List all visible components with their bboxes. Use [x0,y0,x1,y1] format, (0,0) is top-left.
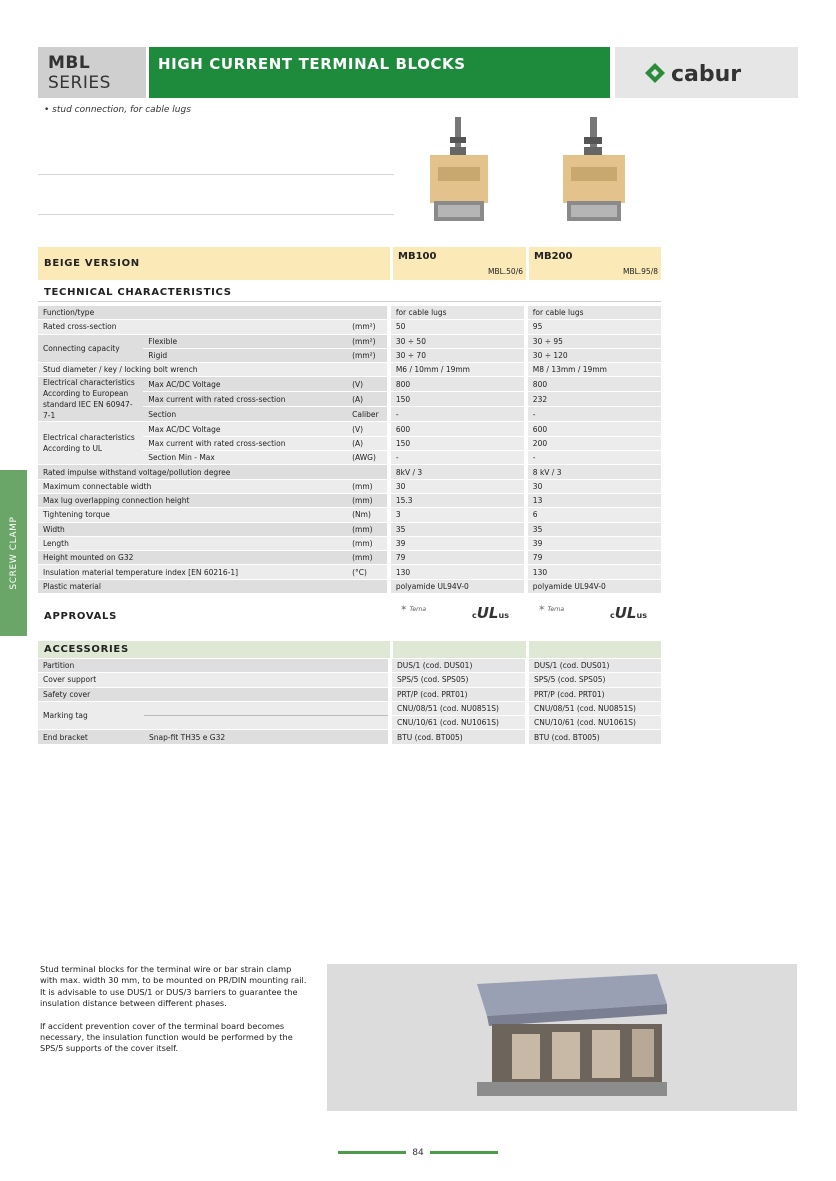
footer-description [40,964,310,1055]
row-value: M6 / 10mm / 19mm [391,363,524,377]
row-value: 79 [528,551,661,565]
row-unit: (mm) [347,536,387,550]
page-rule-right [430,1151,498,1154]
table-row [38,673,661,687]
row-unit: (mm²) [347,348,387,362]
row-unit: (mm) [347,551,387,565]
title-banner [149,47,610,98]
ul-mark: cULus [610,604,647,622]
table-row [38,508,661,522]
cabur-logo [643,59,783,87]
side-tab-label: SCREW CLAMP [8,516,19,590]
row-value: 8kV / 3 [391,465,524,479]
row-value: - [391,407,524,422]
ul-mark: cULus [472,604,509,622]
row-label: Stud diameter / key / locking bolt wrench [38,363,347,377]
series-box [38,47,146,98]
row-value: CNU/08/51 (cod. NU0851S) [529,701,661,715]
intro-bullet: • stud connection, for cable lugs [44,105,191,115]
row-unit: (mm²) [347,320,387,334]
model-header-mb100 [393,247,526,280]
row-value: - [528,407,661,422]
row-group: Electrical characteristics According to UL [38,422,143,465]
row-value: 800 [528,377,661,392]
row-sublabel: Max current with rated cross-section [143,436,347,450]
row-sublabel: Max AC/DC Voltage [143,377,347,392]
table-row [38,687,661,701]
row-value: 30 ÷ 95 [528,334,661,348]
terna-icon: ✶ [400,604,408,614]
row-value: 15.3 [391,493,524,507]
row-value: 800 [391,377,524,392]
row-sublabel: Max AC/DC Voltage [143,422,347,436]
row-value: 130 [391,565,524,579]
table-row [38,377,661,392]
row-value: 13 [528,493,661,507]
table-row [38,465,661,479]
row-value: 150 [391,392,524,407]
row-value: 39 [391,536,524,550]
table-row [38,551,661,565]
row-value: 35 [528,522,661,536]
table-row [38,320,661,334]
table-row [38,565,661,579]
row-sublabel: Section Min - Max [143,451,347,465]
row-unit: Caliber [347,407,387,422]
row-unit [347,306,387,320]
row-label: Width [38,522,347,536]
row-value: for cable lugs [528,306,661,320]
row-value: CNU/10/61 (cod. NU1061S) [392,716,525,730]
row-label: Plastic material [38,579,347,593]
row-value: 95 [528,320,661,334]
accessories-table [38,659,661,745]
row-value: 30 ÷ 120 [528,348,661,362]
side-tab [0,470,27,636]
accessories-header-cell [529,641,661,658]
accessories-header [38,641,390,658]
row-label: Safety cover [38,687,388,701]
model-header-mb200 [529,247,661,280]
row-value: 50 [391,320,524,334]
row-label: Marking tag [38,701,144,730]
row-value: 30 ÷ 70 [391,348,524,362]
logo-wordmark: cabur [671,62,742,87]
row-value: 200 [528,436,661,450]
row-unit [347,363,387,377]
table-row [38,730,661,744]
accessories-title: ACCESSORIES [44,644,129,655]
row-unit: (Nm) [347,508,387,522]
row-value: 600 [391,422,524,436]
row-unit [347,579,387,593]
row-value: BTU (cod. BT005) [529,730,661,744]
row-label: Length [38,536,347,550]
row-value: BTU (cod. BT005) [392,730,525,744]
row-value: 35 [391,522,524,536]
table-row [38,536,661,550]
row-value: polyamide UL94V-0 [391,579,524,593]
table-row [38,422,661,436]
row-unit: (A) [347,436,387,450]
assembly-photo [327,964,797,1111]
accessories-header-cell [393,641,526,658]
row-value: 6 [528,508,661,522]
table-row [38,701,661,715]
row-value: 130 [528,565,661,579]
row-group: Electrical characteristics According to European standard IEC EN 60947-7-1 [38,377,143,422]
row-value: SPS/5 (cod. SPS05) [392,673,525,687]
page-rule-left [338,1151,406,1154]
row-label: Height mounted on G32 [38,551,347,565]
divider [38,214,394,215]
row-value: 232 [528,392,661,407]
row-label: End bracket [38,730,144,744]
row-value: 3 [391,508,524,522]
series-code: MBL [48,53,91,73]
row-unit: (mm) [347,522,387,536]
row-sublabel: Max current with rated cross-section [143,392,347,407]
row-value: for cable lugs [391,306,524,320]
page-number: 84 [412,1148,424,1158]
row-value: 30 [391,479,524,493]
divider [38,174,394,175]
table-row [38,493,661,507]
row-label: Insulation material temperature index [EN 60216-1] [38,565,347,579]
version-header [38,247,390,280]
row-value: CNU/08/51 (cod. NU0851S) [392,701,525,715]
table-row [38,522,661,536]
model-sub: MBL.95/8 [622,267,658,276]
row-unit: (mm) [347,493,387,507]
model-code: MB200 [534,251,573,262]
row-group: Connecting capacity [38,334,143,363]
row-value: CNU/10/61 (cod. NU1061S) [529,716,661,730]
row-sublabel: Snap-fit TH35 e G32 [144,730,388,744]
row-value: 8 kV / 3 [528,465,661,479]
logo-box [615,47,798,98]
row-value: PRT/P (cod. PRT01) [529,687,661,701]
series-label: SERIES [48,73,111,93]
model-code: MB100 [398,251,437,262]
row-sublabel: Section [143,407,347,422]
table-row [38,334,661,348]
technical-title: TECHNICAL CHARACTERISTICS [44,287,232,298]
row-label: Rated impulse withstand voltage/pollution degree [38,465,347,479]
table-row [38,579,661,593]
terna-mark: ✶ Terna [538,604,565,614]
row-value: 600 [528,422,661,436]
row-sublabel: Flexible [143,334,347,348]
row-unit: (A) [347,392,387,407]
row-sublabel: Rigid [143,348,347,362]
product-image-mb100 [420,115,500,230]
row-value: - [528,451,661,465]
footer-paragraph: Stud terminal blocks for the terminal wire or bar strain clamp with max. width 30 mm, to be mounted on PR/DIN mounting rail. It is advisable to use DUS/1 or DUS/3 barriers to guarantee the insulation distance between different phases. [40,964,307,1009]
page-title: HIGH CURRENT TERMINAL BLOCKS [158,55,466,73]
model-sub: MBL.50/6 [487,267,523,276]
table-row [38,306,661,320]
row-unit: (mm²) [347,334,387,348]
divider [38,301,661,302]
terna-mark: ✶ Terna [400,604,427,614]
row-unit: (AWG) [347,451,387,465]
row-label: Cover support [38,673,388,687]
technical-table [38,306,661,594]
row-unit: (°C) [347,565,387,579]
row-value: 150 [391,436,524,450]
row-value: - [391,451,524,465]
product-image-mb200 [555,115,635,230]
row-label: Tightening torque [38,508,347,522]
row-unit: (V) [347,377,387,392]
row-unit: (V) [347,422,387,436]
row-unit: (mm) [347,479,387,493]
row-value: 30 ÷ 50 [391,334,524,348]
row-value: M8 / 13mm / 19mm [528,363,661,377]
row-label: Function/type [38,306,347,320]
row-value: DUS/1 (cod. DUS01) [392,659,525,673]
row-value: DUS/1 (cod. DUS01) [529,659,661,673]
row-label: Rated cross-section [38,320,347,334]
row-label: Partition [38,659,388,673]
approvals-title: APPROVALS [44,611,118,622]
footer-paragraph: If accident prevention cover of the terminal board becomes necessary, the insulation function would be performed by the SPS/5 supports of the cover itself. [40,1020,293,1054]
row-label: Maximum connectable width [38,479,347,493]
row-label: Max lug overlapping connection height [38,493,347,507]
table-row [38,479,661,493]
row-value: SPS/5 (cod. SPS05) [529,673,661,687]
assembly-photo-drawing [327,964,797,1111]
row-value: 30 [528,479,661,493]
row-value: 39 [528,536,661,550]
row-value: PRT/P (cod. PRT01) [392,687,525,701]
terna-icon: ✶ [538,604,546,614]
table-row [38,363,661,377]
row-value: polyamide UL94V-0 [528,579,661,593]
version-label: BEIGE VERSION [44,258,140,269]
row-unit [347,465,387,479]
table-row [38,659,661,673]
row-value: 79 [391,551,524,565]
